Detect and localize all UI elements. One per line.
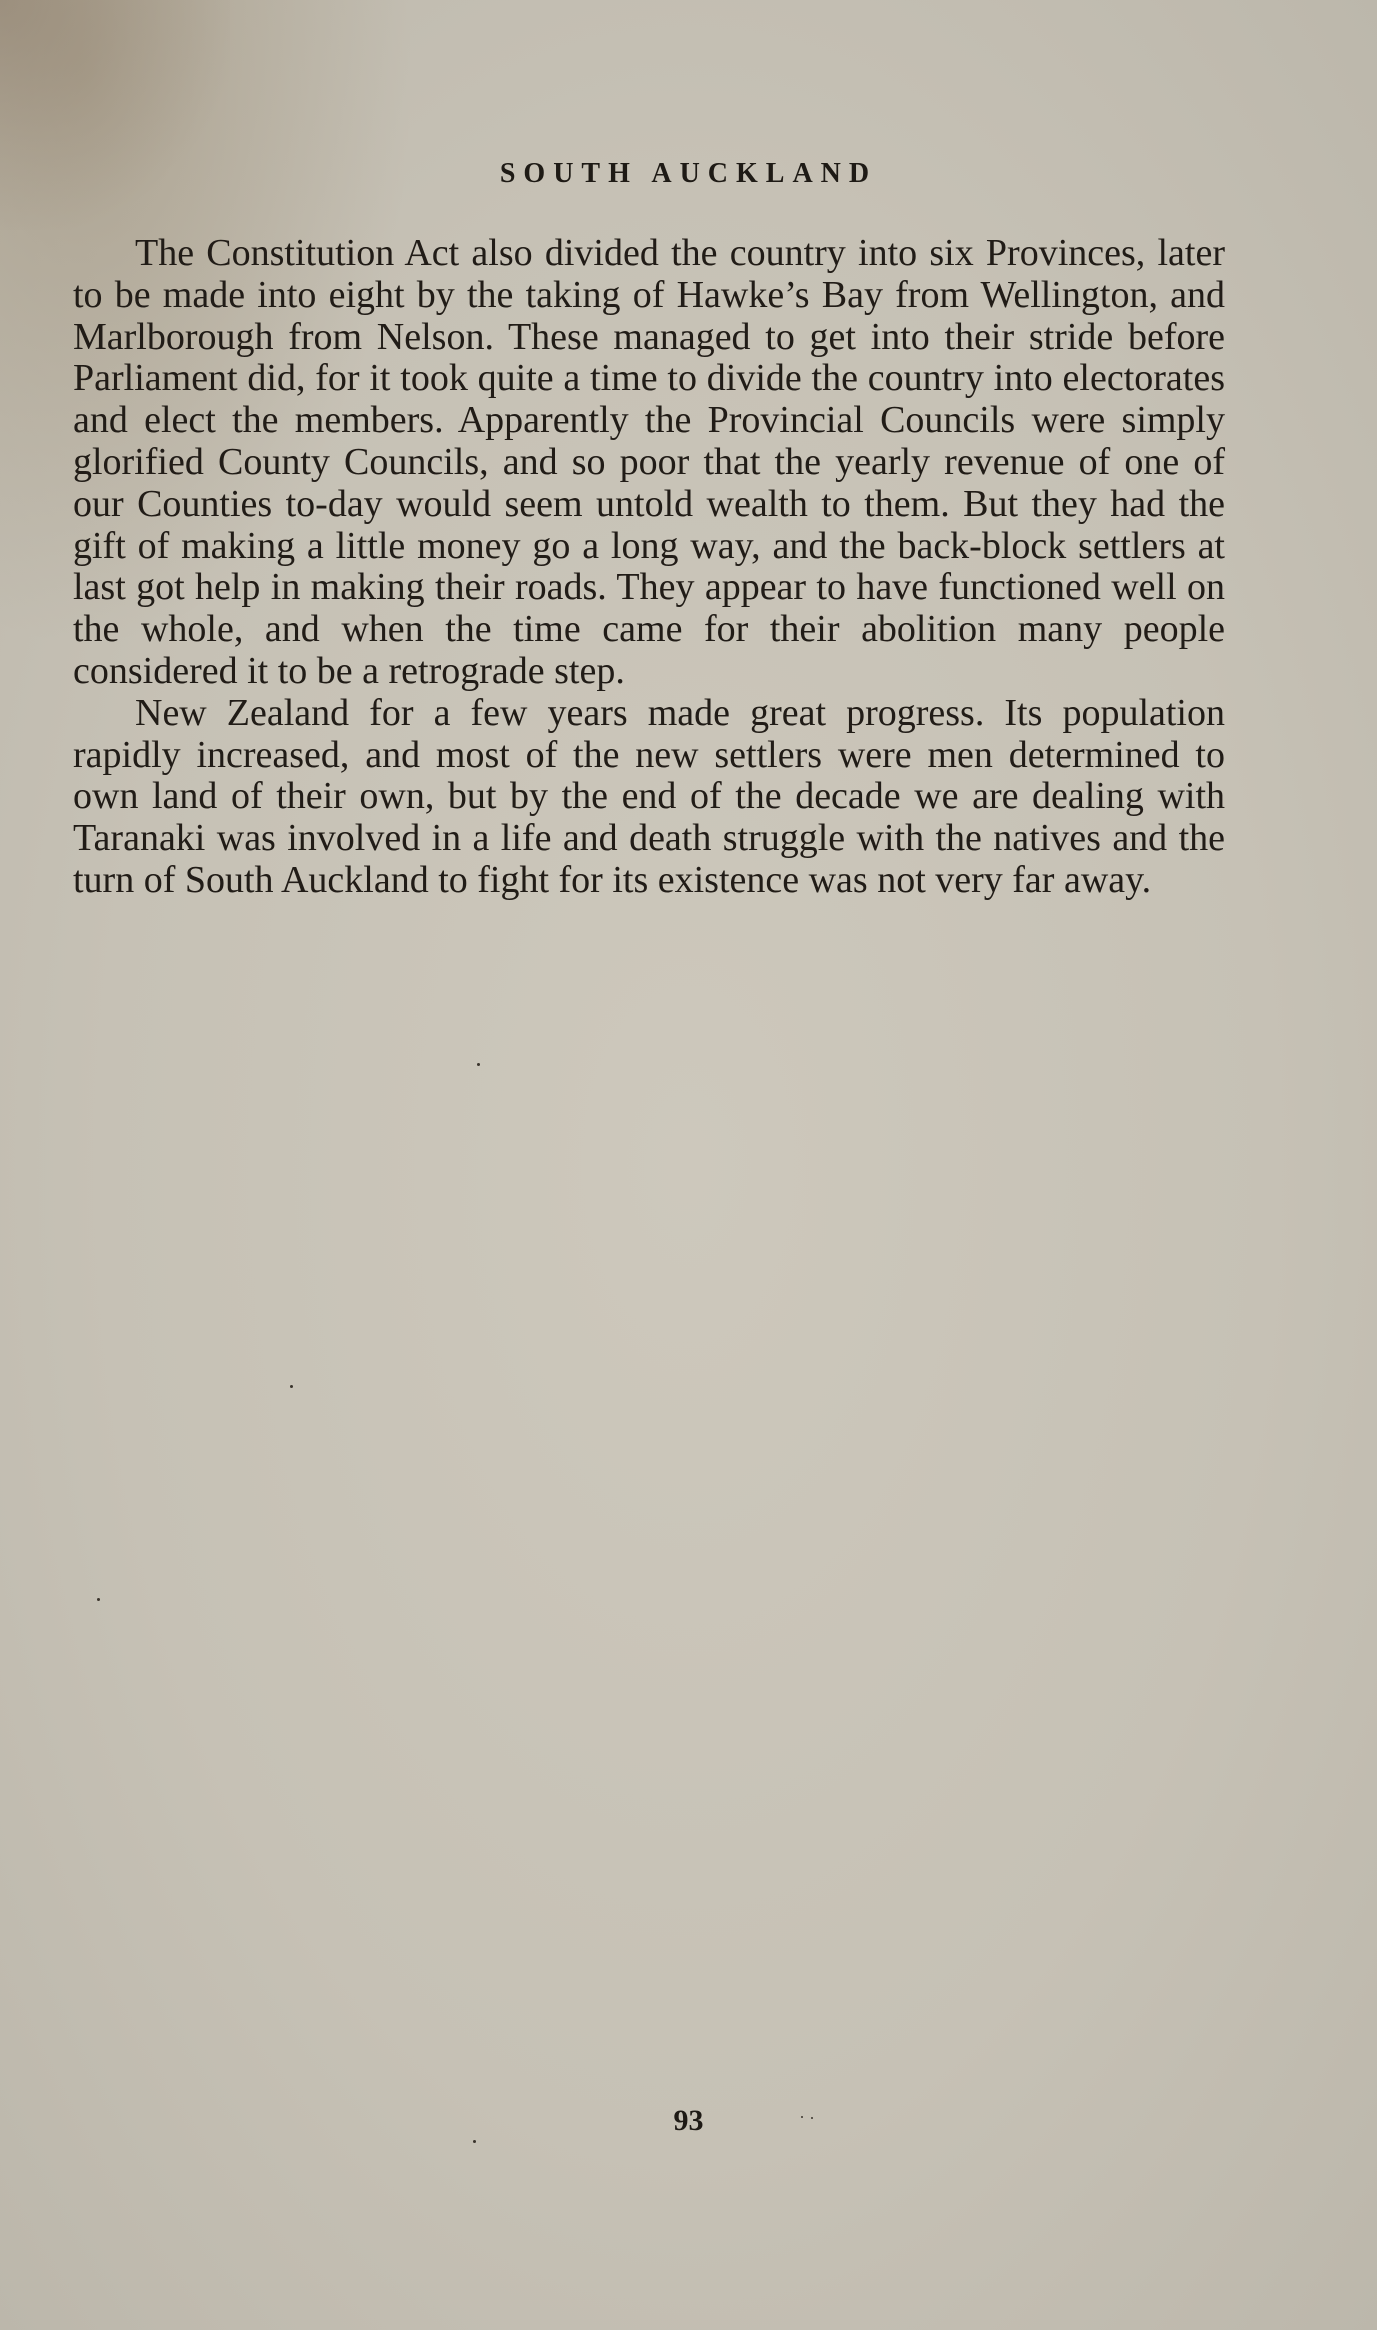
- paragraph-constitution-act: The Constitution Act also divided the country into six Provinces, later to be made into eight by the taking of Hawke’s Bay from Wellington, and Marlborough from Nelson. These managed to get into their stride before Parliament did, for it took quite a time to divide the country into electorates and elect the members. Apparently the Provincial Councils were simply glorified County Councils, and so poor that the yearly revenue of one of our Counties to-day would seem untold wealth to them. But they had the gift of making a little money go a long way, and the back-block settlers at last got help in making their roads. They appear to have functioned well on the whole, and when the time came for their abolition many people considered it to be a retrograde step.: [73, 232, 1225, 692]
- running-head: SOUTH AUCKLAND: [499, 158, 878, 189]
- paper-speck: [477, 1063, 480, 1066]
- paper-speck: [290, 1385, 293, 1388]
- paper-speck: [473, 2140, 476, 2143]
- page-number: 93: [673, 2104, 704, 2137]
- paper-speck: [801, 2116, 803, 2118]
- paper-speck: [97, 1598, 100, 1601]
- page-corner-wear: [0, 0, 230, 230]
- paper-speck: [811, 2117, 813, 2119]
- body-text: [73, 233, 1225, 902]
- paragraph-new-zealand-progress: New Zealand for a few years made great progress. Its population rapidly increased, and most of the new settlers were men determined to own land of their own, but by the end of the decade we are dealing with Taranaki was involved in a life and death struggle with the natives and the turn of South Auckland to fight for its existence was not very far away.: [73, 691, 1225, 901]
